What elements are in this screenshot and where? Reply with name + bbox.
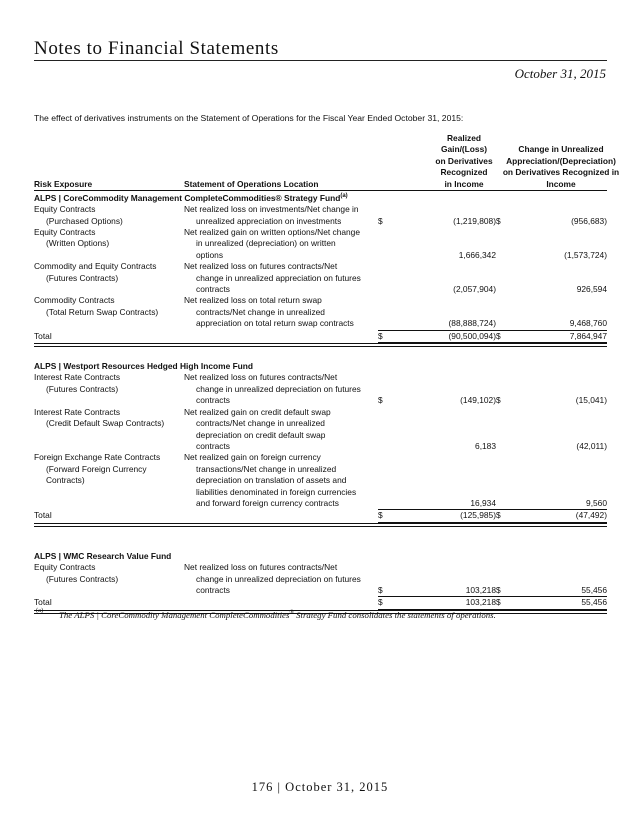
total-row bbox=[34, 331, 607, 344]
table-row bbox=[34, 227, 607, 261]
realized-cell bbox=[378, 562, 496, 597]
realized-cell bbox=[378, 372, 496, 406]
risk-exposure-line: Equity Contracts bbox=[34, 227, 96, 238]
location-line: Net realized gain on written options/Net change bbox=[184, 227, 360, 238]
location-line: unrealized appreciation on investments bbox=[196, 215, 342, 226]
realized-value: (2,057,904) bbox=[453, 284, 496, 295]
statement-location-cell bbox=[184, 295, 378, 329]
risk-exposure-line: Commodity and Equity Contracts bbox=[34, 261, 157, 272]
location-line: contracts bbox=[196, 440, 230, 451]
registered-mark: ® bbox=[289, 610, 294, 617]
realized-value: (88,888,724) bbox=[448, 318, 496, 329]
header-realized: Realized Gain/(Loss) on Derivatives Recognized in Income bbox=[435, 132, 493, 189]
total-realized: (125,985) bbox=[460, 510, 496, 521]
table-row bbox=[34, 372, 607, 406]
unrealized-cell bbox=[496, 372, 607, 406]
realized-value: (1,219,808) bbox=[453, 215, 496, 226]
unrealized-cell bbox=[496, 295, 607, 330]
location-line: Net realized loss on total return swap bbox=[184, 295, 322, 306]
risk-exposure-line: (Total Return Swap Contracts) bbox=[46, 306, 159, 317]
risk-exposure-line: Contracts) bbox=[46, 475, 85, 486]
unrealized-value: 9,560 bbox=[586, 497, 607, 508]
location-line: Net realized loss on futures contracts/Net bbox=[184, 261, 338, 272]
total-label: Total bbox=[34, 597, 52, 608]
total-unrealized: 55,456 bbox=[581, 597, 607, 608]
fund-name bbox=[34, 551, 607, 562]
realized-value: 6,183 bbox=[475, 440, 496, 451]
risk-exposure-cell bbox=[34, 261, 184, 284]
location-line: Net realized gain on foreign currency bbox=[184, 452, 321, 463]
fund-name-text: ALPS | WMC Research Value Fund bbox=[34, 550, 172, 561]
table-row bbox=[34, 261, 607, 295]
unrealized-cell bbox=[496, 407, 607, 453]
total-realized-cell bbox=[378, 331, 496, 343]
risk-exposure-cell bbox=[34, 227, 184, 250]
risk-exposure-line: (Forward Foreign Currency bbox=[46, 463, 147, 474]
total-row bbox=[34, 510, 607, 523]
total-label: Total bbox=[34, 330, 52, 341]
unrealized-value: 55,456 bbox=[581, 584, 607, 595]
dollar-sign: $ bbox=[378, 395, 383, 406]
section-spacer bbox=[34, 347, 607, 361]
location-line: contracts/Net change in unrealized bbox=[196, 418, 325, 429]
table-row bbox=[34, 562, 607, 597]
risk-exposure-line: (Futures Contracts) bbox=[46, 272, 119, 283]
risk-exposure-line: Interest Rate Contracts bbox=[34, 406, 121, 417]
dollar-sign: $ bbox=[378, 330, 383, 341]
table-header bbox=[34, 132, 620, 191]
dollar-sign: $ bbox=[378, 597, 383, 608]
location-line: Net realized gain on credit default swap bbox=[184, 406, 331, 417]
footnote-mark: (a) bbox=[36, 607, 44, 614]
fund-name-text: ALPS | Westport Resources Hedged High Income Fund bbox=[34, 361, 254, 372]
total-unrealized: 7,864,947 bbox=[569, 330, 607, 341]
location-line: contracts/Net change in unrealized bbox=[196, 306, 325, 317]
realized-cell bbox=[378, 452, 496, 510]
dollar-sign: $ bbox=[496, 395, 501, 406]
location-line: depreciation on credit default swap bbox=[196, 429, 326, 440]
report-date: October 31, 2015 bbox=[514, 66, 606, 81]
risk-exposure-line: Interest Rate Contracts bbox=[34, 372, 121, 383]
risk-exposure-cell bbox=[34, 295, 184, 318]
realized-cell bbox=[378, 407, 496, 453]
dollar-sign: $ bbox=[378, 584, 383, 595]
footnote bbox=[36, 607, 496, 620]
realized-cell bbox=[378, 295, 496, 330]
statement-location-cell bbox=[184, 452, 378, 509]
header-unrealized: Change in Unrealized Appreciation/(Depreciation) on Derivatives Recognized in Income bbox=[502, 144, 620, 189]
location-line: change in unrealized depreciation on futures bbox=[196, 573, 361, 584]
risk-exposure-line: Equity Contracts bbox=[34, 562, 96, 573]
location-line: change in unrealized depreciation on futures bbox=[196, 383, 361, 394]
location-line: appreciation on total return swap contracts bbox=[196, 318, 354, 329]
realized-value: 16,934 bbox=[470, 497, 496, 508]
footnote-text-end: Strategy Fund consolidates the statements of operations. bbox=[293, 610, 496, 620]
unrealized-cell bbox=[496, 204, 607, 227]
dollar-sign: $ bbox=[496, 597, 501, 608]
total-row bbox=[34, 597, 607, 610]
statement-location-cell bbox=[184, 227, 378, 261]
total-label: Total bbox=[34, 510, 52, 521]
location-line: and forward foreign currency contracts bbox=[196, 497, 339, 508]
location-line: depreciation on translation of assets and bbox=[196, 475, 347, 486]
risk-exposure-line: (Futures Contracts) bbox=[46, 573, 119, 584]
risk-exposure-line: Foreign Exchange Rate Contracts bbox=[34, 452, 161, 463]
location-line: contracts bbox=[196, 584, 230, 595]
statement-location-cell bbox=[184, 204, 378, 227]
unrealized-value: (15,041) bbox=[575, 395, 607, 406]
header-risk-exposure: Risk Exposure bbox=[34, 178, 93, 189]
title-rule bbox=[34, 60, 607, 61]
total-unrealized-cell bbox=[496, 331, 607, 343]
unrealized-value: 926,594 bbox=[576, 284, 607, 295]
unrealized-value: (956,683) bbox=[571, 215, 607, 226]
risk-exposure-line: (Written Options) bbox=[46, 238, 110, 249]
risk-exposure-cell bbox=[34, 562, 184, 585]
total-realized: (90,500,094) bbox=[448, 330, 496, 341]
total-unrealized-cell bbox=[496, 597, 607, 609]
table-row bbox=[34, 204, 607, 227]
fund-name bbox=[34, 361, 607, 372]
realized-value: (149,102) bbox=[460, 395, 496, 406]
risk-exposure-cell bbox=[34, 452, 184, 486]
realized-cell bbox=[378, 204, 496, 227]
fund-name bbox=[34, 191, 607, 204]
statement-location-cell bbox=[184, 562, 378, 596]
dollar-sign: $ bbox=[496, 584, 501, 595]
location-line: Net realized loss on futures contracts/Net bbox=[184, 372, 338, 383]
fund-name-text: ALPS | CoreCommodity Management CompleteCommodities® Strategy Fund bbox=[34, 192, 341, 203]
location-line: change in unrealized appreciation on futures bbox=[196, 272, 361, 283]
realized-value: 1,666,342 bbox=[458, 249, 496, 260]
risk-exposure-line: (Purchased Options) bbox=[46, 215, 123, 226]
footnote-text: The ALPS | CoreCommodity Management CompleteCommodities bbox=[59, 610, 290, 620]
risk-exposure-line: (Credit Default Swap Contracts) bbox=[46, 418, 165, 429]
unrealized-cell bbox=[496, 261, 607, 295]
total-unrealized-cell bbox=[496, 510, 607, 522]
location-line: Net realized loss on futures contracts/Net bbox=[184, 562, 338, 573]
realized-cell bbox=[378, 227, 496, 261]
dollar-sign: $ bbox=[496, 330, 501, 341]
total-realized-cell bbox=[378, 597, 496, 609]
unrealized-value: (42,011) bbox=[576, 440, 607, 451]
dollar-sign: $ bbox=[496, 215, 501, 226]
unrealized-value: 9,468,760 bbox=[569, 318, 607, 329]
intro-text: The effect of derivatives instruments on the Statement of Operations for the Fiscal Year Ended October 31, 2015: bbox=[34, 113, 464, 123]
table-row bbox=[34, 407, 607, 453]
realized-cell bbox=[378, 261, 496, 295]
table-row bbox=[34, 295, 607, 330]
header-statement-location: Statement of Operations Location bbox=[184, 178, 319, 189]
location-line: contracts bbox=[196, 395, 230, 406]
risk-exposure-cell bbox=[34, 407, 184, 430]
unrealized-cell bbox=[496, 562, 607, 597]
dollar-sign: $ bbox=[378, 215, 383, 226]
dollar-sign: $ bbox=[378, 510, 383, 521]
statement-location-cell bbox=[184, 261, 378, 295]
fund-footnote-mark: (a) bbox=[340, 193, 348, 199]
risk-exposure-line: (Futures Contracts) bbox=[46, 383, 119, 394]
statement-location-cell bbox=[184, 407, 378, 453]
location-line: transactions/Net change in unrealized bbox=[196, 463, 337, 474]
realized-value: 103,218 bbox=[465, 584, 496, 595]
location-line: Net realized loss on investments/Net change in bbox=[184, 204, 359, 215]
unrealized-cell bbox=[496, 227, 607, 261]
location-line: contracts bbox=[196, 284, 230, 295]
table-row bbox=[34, 452, 607, 510]
total-realized: 103,218 bbox=[465, 597, 496, 608]
location-line: in unrealized (depreciation) on written bbox=[196, 238, 336, 249]
location-line: liabilities denominated in foreign currencies bbox=[196, 486, 357, 497]
page-title: Notes to Financial Statements bbox=[34, 38, 279, 59]
total-unrealized: (47,492) bbox=[575, 510, 607, 521]
unrealized-value: (1,573,724) bbox=[564, 249, 607, 260]
risk-exposure-cell bbox=[34, 204, 184, 227]
risk-exposure-cell bbox=[34, 372, 184, 395]
dollar-sign: $ bbox=[496, 510, 501, 521]
risk-exposure-line: Commodity Contracts bbox=[34, 295, 115, 306]
risk-exposure-line: Equity Contracts bbox=[34, 204, 96, 215]
statement-location-cell bbox=[184, 372, 378, 406]
unrealized-cell bbox=[496, 452, 607, 510]
page-footer: 176 | October 31, 2015 bbox=[251, 780, 389, 794]
location-line: options bbox=[196, 249, 224, 260]
section-spacer bbox=[34, 527, 607, 551]
total-realized-cell bbox=[378, 510, 496, 522]
